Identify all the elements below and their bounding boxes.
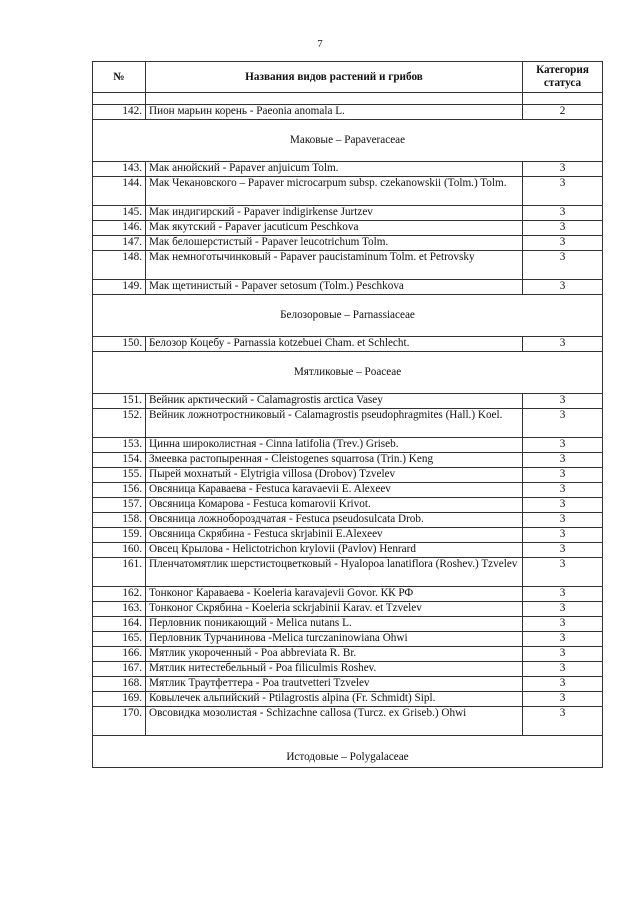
species-row [93, 206, 603, 221]
header-status-category: Категория статуса [523, 62, 603, 93]
species-name: Мятлик Траутфеттера - Poa trautvetteri Tzvelev [146, 677, 523, 692]
species-name: Мак индигирский - Papaver indigirkense Jurtzev [146, 206, 523, 221]
species-row [93, 221, 603, 236]
species-row [93, 617, 603, 632]
status-category: 3 [523, 692, 603, 707]
species-name: Мак немноготычинковый - Papaver paucistaminum Tolm. et Petrovsky [146, 251, 523, 280]
species-number: 142. [93, 105, 146, 120]
species-row [93, 162, 603, 177]
species-name: Перловник поникающий - Melica nutans L. [146, 617, 523, 632]
species-row [93, 468, 603, 483]
species-name: Мак якутский - Papaver jacuticum Peschkova [146, 221, 523, 236]
species-row [93, 647, 603, 662]
header-number: № [93, 62, 146, 93]
family-name: Маковые – Papaveraceae [93, 120, 603, 162]
status-category: 3 [523, 617, 603, 632]
status-category: 3 [523, 409, 603, 438]
family-name: Мятликовые – Poaceae [93, 352, 603, 394]
species-number: 161. [93, 558, 146, 587]
blank-cell [146, 93, 523, 105]
status-category: 3 [523, 468, 603, 483]
species-name: Змеевка растопыренная - Cleistogenes squarrosa (Trin.) Keng [146, 453, 523, 468]
species-number: 154. [93, 453, 146, 468]
species-row [93, 453, 603, 468]
species-number: 162. [93, 587, 146, 602]
species-number: 151. [93, 394, 146, 409]
species-name: Ковылечек альпийский - Ptilagrostis alpina (Fr. Schmidt) Sipl. [146, 692, 523, 707]
species-name: Овсовидка мозолистая - Schizachne callosa (Turcz. ex Griseb.) Ohwi [146, 707, 523, 736]
species-number: 144. [93, 177, 146, 206]
species-row [93, 438, 603, 453]
species-number: 165. [93, 632, 146, 647]
table-header-row [93, 62, 603, 93]
species-number: 160. [93, 543, 146, 558]
species-number: 149. [93, 280, 146, 295]
species-number: 156. [93, 483, 146, 498]
header-species-name: Названия видов растений и грибов [146, 62, 523, 93]
species-name: Мак щетинистый - Papaver setosum (Tolm.) Peschkova [146, 280, 523, 295]
status-category: 3 [523, 483, 603, 498]
species-name: Мятлик укороченный - Poa abbreviata R. Br. [146, 647, 523, 662]
species-row [93, 662, 603, 677]
species-row [93, 394, 603, 409]
family-row [93, 120, 603, 162]
status-category: 3 [523, 498, 603, 513]
status-category: 3 [523, 337, 603, 352]
species-number: 145. [93, 206, 146, 221]
status-category: 3 [523, 513, 603, 528]
species-number: 169. [93, 692, 146, 707]
status-category: 3 [523, 438, 603, 453]
species-name: Белозор Коцебу - Parnassia kotzebuei Cham. et Schlecht. [146, 337, 523, 352]
species-number: 170. [93, 707, 146, 736]
status-category: 3 [523, 662, 603, 677]
species-row [93, 677, 603, 692]
species-number: 143. [93, 162, 146, 177]
species-row [93, 632, 603, 647]
status-category: 3 [523, 558, 603, 587]
blank-cell [523, 93, 603, 105]
species-number: 153. [93, 438, 146, 453]
species-number: 155. [93, 468, 146, 483]
species-row [93, 280, 603, 295]
species-name: Тонконог Караваева - Koeleria karavajevii Govor. КК РФ [146, 587, 523, 602]
family-row [93, 352, 603, 394]
species-number: 163. [93, 602, 146, 617]
species-row [93, 498, 603, 513]
page-number: 7 [317, 38, 323, 50]
status-category: 3 [523, 528, 603, 543]
species-row [93, 707, 603, 736]
species-row [93, 337, 603, 352]
blank-row [93, 93, 603, 105]
species-table [92, 61, 603, 768]
species-row [93, 543, 603, 558]
status-category: 3 [523, 177, 603, 206]
species-row [93, 251, 603, 280]
species-name: Овсяница Скрябина - Festuca skrjabinii E.Alexeev [146, 528, 523, 543]
family-row [93, 736, 603, 768]
species-row [93, 692, 603, 707]
status-category: 3 [523, 602, 603, 617]
species-row [93, 587, 603, 602]
status-category: 3 [523, 677, 603, 692]
species-name: Овсяница Комарова - Festuca komarovii Krivot. [146, 498, 523, 513]
status-category: 3 [523, 251, 603, 280]
species-name: Цинна широколистная - Cinna latifolia (Trev.) Griseb. [146, 438, 523, 453]
species-row [93, 409, 603, 438]
blank-cell [93, 93, 146, 105]
status-category: 3 [523, 453, 603, 468]
species-row [93, 177, 603, 206]
species-row [93, 602, 603, 617]
species-number: 146. [93, 221, 146, 236]
species-name: Мак белошерстистый - Papaver leucotrichum Tolm. [146, 236, 523, 251]
status-category: 3 [523, 280, 603, 295]
status-category: 2 [523, 105, 603, 120]
table-body [93, 93, 603, 768]
species-name: Пленчатомятлик шерстистоцветковый - Hyalopoa lanatiflora (Roshev.) Tzvelev [146, 558, 523, 587]
species-name: Мятлик нитестебельный - Poa filiculmis Roshev. [146, 662, 523, 677]
status-category: 3 [523, 221, 603, 236]
species-name: Вейник арктический - Calamagrostis arctica Vasey [146, 394, 523, 409]
species-name: Овсяница Караваева - Festuca karavaevii E. Alexeev [146, 483, 523, 498]
status-category: 3 [523, 543, 603, 558]
species-name: Перловник Турчанинова -Melica turczaninowiana Ohwi [146, 632, 523, 647]
species-row [93, 105, 603, 120]
species-number: 168. [93, 677, 146, 692]
species-number: 164. [93, 617, 146, 632]
species-number: 147. [93, 236, 146, 251]
species-number: 157. [93, 498, 146, 513]
species-number: 152. [93, 409, 146, 438]
species-row [93, 236, 603, 251]
family-row [93, 295, 603, 337]
species-name: Пырей мохнатый - Elytrigia villosa (Drobov) Tzvelev [146, 468, 523, 483]
species-name: Овсец Крылова - Helictotrichon krylovii (Pavlov) Henrard [146, 543, 523, 558]
species-row [93, 513, 603, 528]
species-number: 166. [93, 647, 146, 662]
species-row [93, 558, 603, 587]
status-category: 3 [523, 236, 603, 251]
species-number: 150. [93, 337, 146, 352]
species-name: Тонконог Скрябина - Koeleria sckrjabinii Karav. et Tzvelev [146, 602, 523, 617]
species-number: 167. [93, 662, 146, 677]
species-number: 158. [93, 513, 146, 528]
status-category: 3 [523, 707, 603, 736]
species-number: 148. [93, 251, 146, 280]
status-category: 3 [523, 632, 603, 647]
status-category: 3 [523, 647, 603, 662]
status-category: 3 [523, 206, 603, 221]
species-row [93, 483, 603, 498]
species-name: Вейник ложнотростниковый - Calamagrostis pseudophragmites (Hall.) Koel. [146, 409, 523, 438]
status-category: 3 [523, 394, 603, 409]
species-name: Овсяница ложнобороздчатая - Festuca pseudosulcata Drob. [146, 513, 523, 528]
species-name: Мак анюйский - Papaver anjuicum Tolm. [146, 162, 523, 177]
species-row [93, 528, 603, 543]
species-number: 159. [93, 528, 146, 543]
family-name: Истодовые – Polygalaceae [93, 736, 603, 768]
status-category: 3 [523, 587, 603, 602]
family-name: Белозоровые – Parnassiaceae [93, 295, 603, 337]
status-category: 3 [523, 162, 603, 177]
species-name: Мак Чекановского – Papaver microcarpum subsp. czekanowskii (Tolm.) Tolm. [146, 177, 523, 206]
species-name: Пион марьин корень - Paeonia anomala L. [146, 105, 523, 120]
